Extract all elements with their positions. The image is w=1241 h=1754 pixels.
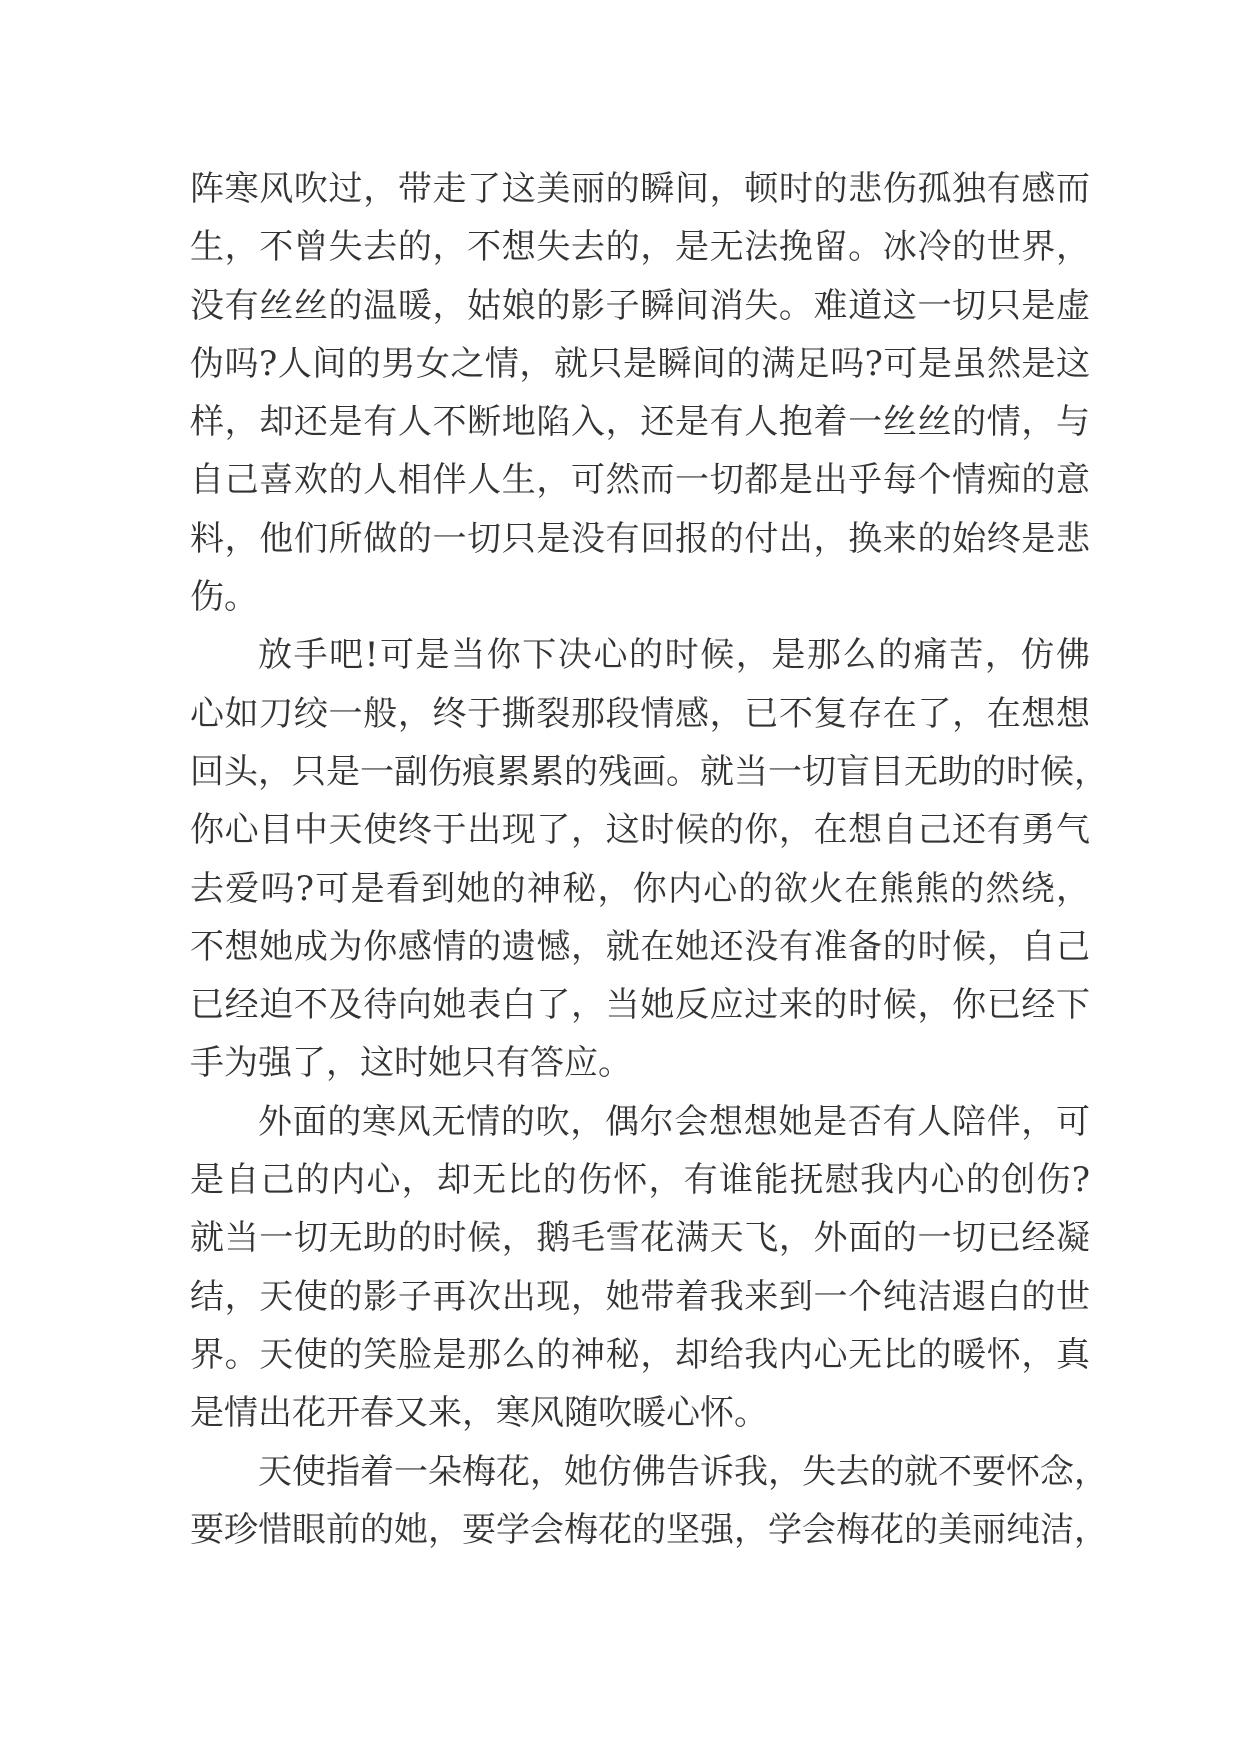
text-line: 要珍惜眼前的她，要学会梅花的坚强，学会梅花的美丽纯洁， bbox=[190, 1509, 1108, 1550]
text-line: 去爱吗?可是看到她的神秘，你内心的欲火在熊熊的然绕， bbox=[190, 868, 1090, 909]
text-line: 是自己的内心，却无比的伤怀，有谁能抚慰我内心的创伤? bbox=[190, 1160, 1090, 1201]
text-line: 已经迫不及待向她表白了，当她反应过来的时候，你已经下 bbox=[190, 985, 1090, 1026]
text-line: 界。天使的笑脸是那么的神秘，却给我内心无比的暖怀，真 bbox=[190, 1334, 1090, 1375]
text-line: 没有丝丝的温暖，姑娘的影子瞬间消失。难道这一切只是虚 bbox=[190, 285, 1090, 326]
text-line: 结，天使的影子再次出现，她带着我来到一个纯洁遐白的世 bbox=[190, 1276, 1090, 1317]
paragraph-first-line: 放手吧!可是当你下决心的时候，是那么的痛苦，仿佛 bbox=[258, 635, 1090, 676]
text-line: 你心目中天使终于出现了，这时候的你，在想自己还有勇气 bbox=[190, 810, 1090, 851]
text-line: 样，却还是有人不断地陷入，还是有人抱着一丝丝的情，与 bbox=[190, 402, 1090, 443]
document-body bbox=[190, 160, 1108, 1559]
text-line: 手为强了，这时她只有答应。 bbox=[190, 1043, 632, 1084]
text-line: 伤。 bbox=[190, 577, 258, 618]
text-line: 阵寒风吹过，带走了这美丽的瞬间，顿时的悲伤孤独有感而 bbox=[190, 169, 1090, 209]
text-line: 心如刀绞一般，终于撕裂那段情感，已不复存在了，在想想 bbox=[190, 693, 1090, 734]
text-line: 伪吗?人间的男女之情，就只是瞬间的满足吗?可是虽然是这 bbox=[190, 343, 1090, 384]
text-line: 回头，只是一副伤痕累累的残画。就当一切盲目无助的时候， bbox=[190, 751, 1108, 792]
text-line: 就当一切无助的时候，鹅毛雪花满天飞，外面的一切已经凝 bbox=[190, 1218, 1090, 1259]
paragraph-first-line: 外面的寒风无情的吹，偶尔会想想她是否有人陪伴，可 bbox=[258, 1101, 1090, 1142]
text-line: 料，他们所做的一切只是没有回报的付出，换来的始终是悲 bbox=[190, 518, 1090, 559]
paragraph-first-line: 天使指着一朵梅花，她仿佛告诉我，失去的就不要怀念， bbox=[258, 1451, 1108, 1492]
text-line: 是情出花开春又来，寒风随吹暖心怀。 bbox=[190, 1393, 768, 1434]
text-line: 不想她成为你感情的遗憾，就在她还没有准备的时候，自己 bbox=[190, 926, 1090, 967]
text-line: 自己喜欢的人相伴人生，可然而一切都是出乎每个情痴的意 bbox=[190, 460, 1090, 501]
text-line: 生，不曾失去的，不想失去的，是无法挽留。冰冷的世界， bbox=[190, 227, 1090, 268]
